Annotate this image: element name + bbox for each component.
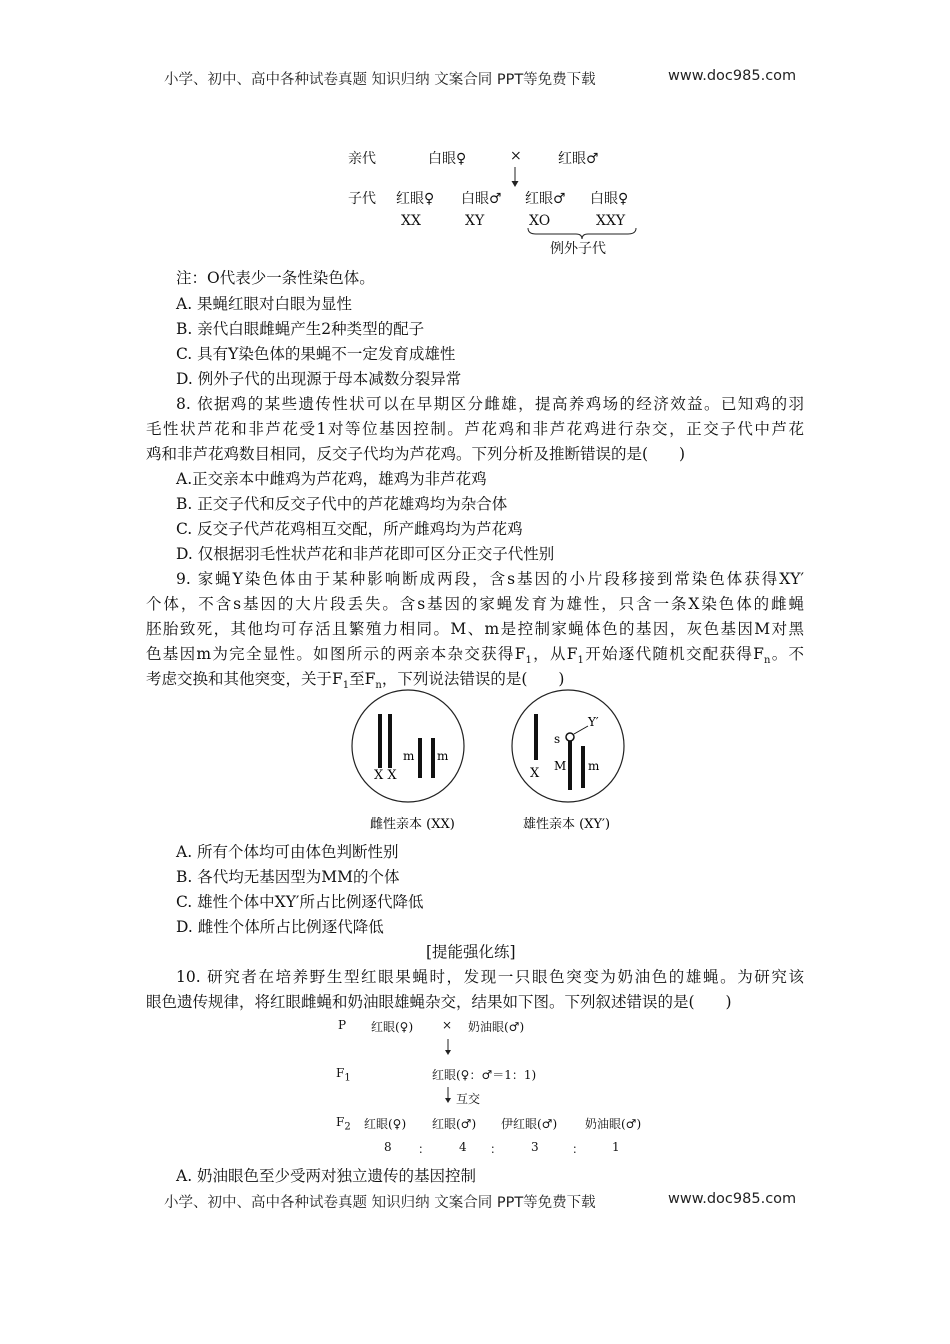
q9-stem: 9. 家蝇Y染色体由于某种影响断成两段，含s基因的小片段移接到常染色体获得XY′ <box>176 570 804 588</box>
male-s-label: s <box>554 732 561 746</box>
f1-label: $F_1$ <box>336 1066 351 1084</box>
q7-option-c: C. 具有Y染色体的果蝇不一定发育成雄性 <box>176 345 456 363</box>
q8-stem: 8. 依据鸡的某些遗传性状可以在早期区分雌雄，提高养鸡场的经济效益。已知鸡的羽 <box>176 395 804 413</box>
f2-ratio-value: 3 <box>531 1140 539 1154</box>
chromosome-figure <box>340 688 640 836</box>
f2-ratio-sep: ： <box>572 1142 585 1156</box>
q10-stem: 10. 研究者在培养野生型红眼果蝇时，发现一只眼色突变为奶油色的雄蝇。为研究该 <box>176 968 804 986</box>
cross-sign: × <box>510 148 522 164</box>
q9-option-a: A. 所有个体均可由体色判断性别 <box>176 843 399 861</box>
q9-option-b: B. 各代均无基因型为MM的个体 <box>176 868 400 886</box>
p-female: 红眼(♀) <box>371 1020 414 1034</box>
female-m1-label: m <box>403 749 415 763</box>
p-label: P <box>338 1018 347 1032</box>
f2-ratio-sep: ： <box>418 1142 431 1156</box>
f2-label: $F_2$ <box>336 1115 351 1133</box>
parent-female: 白眼♀ <box>428 151 467 167</box>
footer-url[interactable]: www.doc985.com <box>668 1191 797 1207</box>
arrow-down-icon <box>508 166 522 190</box>
offspring-pheno: 红眼♂ <box>525 191 566 207</box>
q8-option-b: B. 正交子代和反交子代中的芦花雄鸡均为杂合体 <box>176 495 508 513</box>
q8-option-a: A.正交亲本中雌鸡为芦花鸡，雄鸡为非芦花鸡 <box>176 470 487 488</box>
female-caption: 雌性亲本 (XX) <box>370 817 455 832</box>
f2-phenotype: 红眼(♂) <box>432 1117 477 1131</box>
male-x-label: X <box>530 766 540 781</box>
q9-option-c: C. 雄性个体中XY′所占比例逐代降低 <box>176 893 424 911</box>
exception-label: 例外子代 <box>550 241 606 257</box>
q8-option-d: D. 仅根据羽毛性状芦花和非芦花即可区分正交子代性别 <box>176 545 555 563</box>
p-male: 奶油眼(♂) <box>468 1020 525 1034</box>
q10-option-a: A. 奶油眼色至少受两对独立遗传的基因控制 <box>176 1167 477 1185</box>
header-url[interactable]: www.doc985.com <box>668 68 797 84</box>
offspring-pheno: 红眼♀ <box>396 191 435 207</box>
mate-label: 互交 <box>456 1092 481 1106</box>
male-parent-cell <box>512 690 624 802</box>
f2-ratio-value: 8 <box>384 1140 392 1154</box>
offspring-label: 子代 <box>348 191 376 207</box>
q9-stem: 色基因m为完全显性。如图所示的两亲本杂交获得$F_1$，从$F_1$开始逐代随机交配获得$F_n$。不 <box>146 645 804 667</box>
note: 注：O代表少一条性染色体。 <box>176 269 375 287</box>
q9-stem: 胚胎致死，其他均可存活且繁殖力相同。M、m是控制家蝇体色的基因，灰色基因M对黑 <box>146 620 804 638</box>
f2-ratio-value: 4 <box>459 1140 467 1154</box>
f2-phenotype: 红眼(♀) <box>364 1117 407 1131</box>
arrow-down-icon <box>442 1086 454 1106</box>
offspring-pheno: 白眼♂ <box>461 191 502 207</box>
f1-text: 红眼(♀：♂＝1：1) <box>432 1068 537 1082</box>
f2-ratio-sep: ： <box>490 1142 503 1156</box>
q9-stem: 个体，不含s基因的大片段丢失。含s基因的家蝇发育为雄性，只含一条X染色体的雌蝇 <box>146 595 804 613</box>
p-cross-sign: × <box>442 1018 453 1032</box>
q8-option-c: C. 反交子代芦花鸡相互交配，所产雌鸡均为芦花鸡 <box>176 520 523 538</box>
offspring-geno: XX <box>401 213 421 229</box>
q7-option-b: B. 亲代白眼雌蝇产生2种类型的配子 <box>176 320 425 338</box>
f2-ratio-value: 1 <box>612 1140 620 1154</box>
offspring-geno: XO <box>529 213 551 229</box>
f2-phenotype: 伊红眼(♂) <box>501 1117 558 1131</box>
parent-label: 亲代 <box>348 151 376 167</box>
section-title: [提能强化练] <box>426 943 516 961</box>
q8-stem: 毛性状芦花和非芦花受1对等位基因控制。芦花鸡和非芦花鸡进行杂交，正交子代中芦花 <box>146 420 804 438</box>
male-caption: 雄性亲本 (XY′) <box>523 817 611 832</box>
female-parent-cell <box>352 690 464 802</box>
offspring-pheno: 白眼♀ <box>590 191 629 207</box>
male-y-label: Y′ <box>588 715 599 729</box>
female-m2-label: m <box>437 749 449 763</box>
footer-text: 小学、初中、高中各种试卷真题 知识归纳 文案合同 PPT等免费下载 <box>164 1195 596 1211</box>
q8-stem: 鸡和非芦花鸡数目相同，反交子代均为芦花鸡。下列分析及推断错误的是( ) <box>146 445 686 463</box>
q7-option-a: A. 果蝇红眼对白眼为显性 <box>176 295 353 313</box>
q10-stem: 眼色遗传规律，将红眼雌蝇和奶油眼雄蝇杂交，结果如下图。下列叙述错误的是( ) <box>146 993 732 1011</box>
male-m-label: m <box>588 759 600 773</box>
female-xx-label: X X <box>374 768 397 783</box>
q7-option-d: D. 例外子代的出现源于母本减数分裂异常 <box>176 370 462 388</box>
q9-stem: 考虑交换和其他突变，关于$F_1$至$F_n$，下列说法错误的是( ) <box>146 670 565 692</box>
male-M-label: M <box>554 759 567 773</box>
arrow-down-icon <box>442 1038 454 1058</box>
q9-option-d: D. 雌性个体所占比例逐代降低 <box>176 918 384 936</box>
offspring-geno: XXY <box>596 213 626 229</box>
header-text: 小学、初中、高中各种试卷真题 知识归纳 文案合同 PPT等免费下载 <box>164 72 596 88</box>
offspring-geno: XY <box>465 213 485 229</box>
parent-male: 红眼♂ <box>558 151 599 167</box>
f2-phenotype: 奶油眼(♂) <box>585 1117 642 1131</box>
